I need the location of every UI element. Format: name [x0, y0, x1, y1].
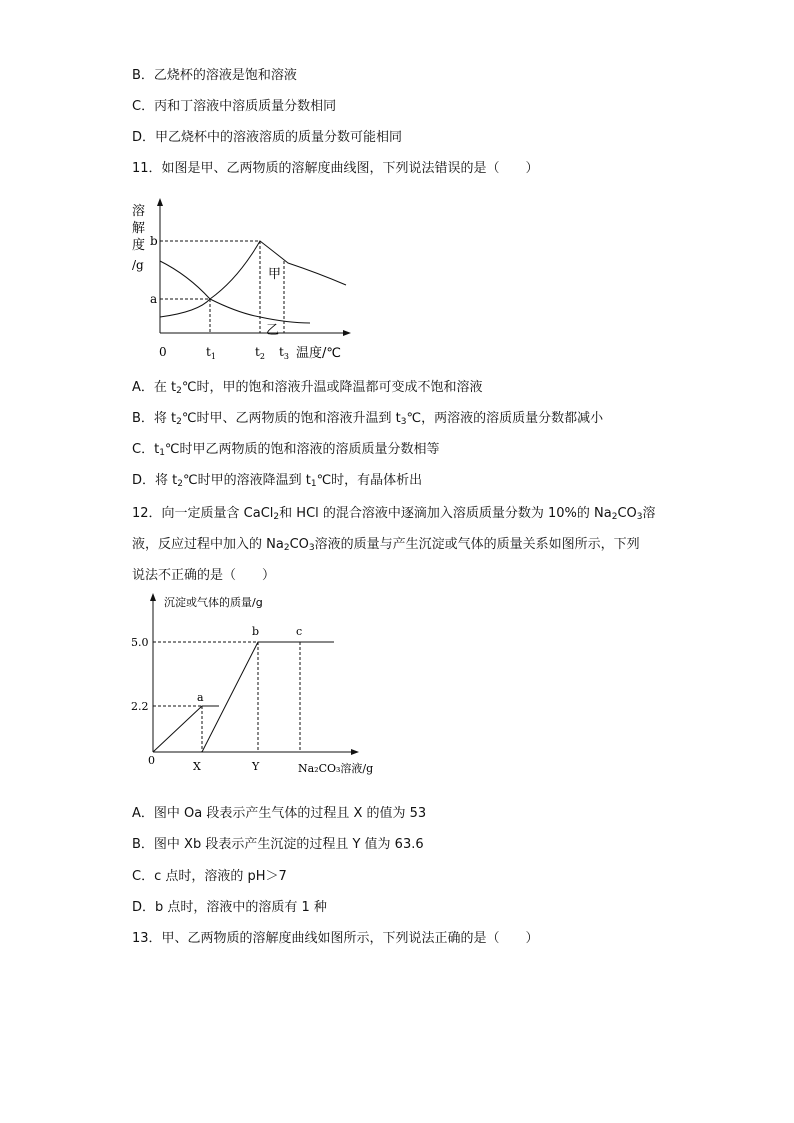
q12-point-a: a: [197, 691, 204, 704]
q11-origin: 0: [159, 345, 167, 359]
q12-point-b: b: [252, 625, 260, 638]
q11-curve-yi: [160, 261, 310, 323]
q12-y-arrow-icon: [150, 593, 156, 601]
q12-x-label: Na₂CO₃溶液/g: [298, 762, 374, 775]
q11-stem: 11．如图是甲、乙两物质的溶解度曲线图，下列说法错误的是（ ）: [132, 161, 539, 176]
q12-y-title: 沉淀或气体的质量/g: [164, 596, 263, 609]
q12-option-a: A．图中 Oa 段表示产生气体的过程且 X 的值为 53: [132, 806, 427, 821]
q11-b-label: b: [150, 234, 158, 248]
q12-reaction-chart: [128, 588, 398, 778]
q11-a-label: a: [150, 292, 158, 306]
q11-jia-label: 甲: [268, 267, 282, 282]
q11-option-d: D．将 $t_2℃$时甲的溶液降温到 $t_1℃$时，有晶体析出: [132, 473, 423, 489]
q11-option-b: B．将 $t_2℃$时甲、乙两物质的饱和溶液升温到 $t_3℃$，两溶液的溶质质量分数都减小: [132, 411, 604, 427]
q11-yi-label: 乙: [266, 323, 280, 338]
q11-y-label-3: 度: [132, 238, 146, 253]
q12-option-c: C．c 点时，溶液的 pH＞7: [132, 869, 287, 884]
q11-t1-label: $t_1$: [206, 345, 216, 361]
option-d-prev: D．甲乙烧杯中的溶液溶质的质量分数可能相同: [132, 130, 403, 145]
q12-option-d: D．b 点时，溶液中的溶质有 1 种: [132, 900, 327, 915]
q12-stem-line3: 说法不正确的是（ ）: [132, 568, 276, 583]
q12-precipitate-line: [202, 642, 334, 752]
q11-y-label-1: 溶: [132, 204, 146, 219]
q12-stem-line2: 液，反应过程中加入的 $Na_2CO_3$溶液的质量与产生沉淀或气体的质量关系如图所示，下列: [132, 537, 640, 553]
q11-y-label-4: /g: [132, 258, 144, 272]
q11-option-a: A．在 $t_2℃$时，甲的饱和溶液升温或降温都可变成不饱和溶液: [132, 380, 483, 396]
option-c-prev: C．丙和丁溶液中溶质质量分数相同: [132, 99, 337, 114]
q13-stem: 13．甲、乙两物质的溶解度曲线如图所示，下列说法正确的是（ ）: [132, 931, 539, 946]
q12-x-arrow-icon: [351, 749, 359, 755]
q12-x-Y: Y: [252, 760, 260, 773]
q12-point-c: c: [296, 625, 303, 638]
q12-gas-line: [153, 706, 219, 752]
q12-y-22: 2.2: [131, 700, 149, 713]
q11-solubility-chart: [128, 195, 368, 367]
q12-origin: 0: [148, 754, 155, 767]
q11-x-label: 温度/℃: [296, 346, 341, 361]
q12-x-X: X: [193, 760, 201, 773]
q12-y-5: 5.0: [131, 636, 149, 649]
q11-y-label-2: 解: [132, 221, 146, 236]
q11-option-c: C．$t_1℃$时甲乙两物质的饱和溶液的溶质质量分数相等: [132, 442, 440, 458]
option-b-prev: B．乙烧杯的溶液是饱和溶液: [132, 68, 297, 83]
q11-t2-label: $t_2$: [255, 345, 265, 361]
q11-x-arrow-icon: [343, 330, 351, 336]
q11-t3-label: $t_3$: [279, 345, 289, 361]
q12-stem-line1: 12．向一定质量含 CaCl$_2$和 HCl 的混合溶液中逐滴加入溶质质量分数为 10%的 $Na_2CO_3$溶: [132, 506, 656, 522]
q12-option-b: B．图中 Xb 段表示产生沉淀的过程且 Y 值为 63.6: [132, 837, 424, 852]
q11-y-arrow-icon: [157, 198, 163, 206]
